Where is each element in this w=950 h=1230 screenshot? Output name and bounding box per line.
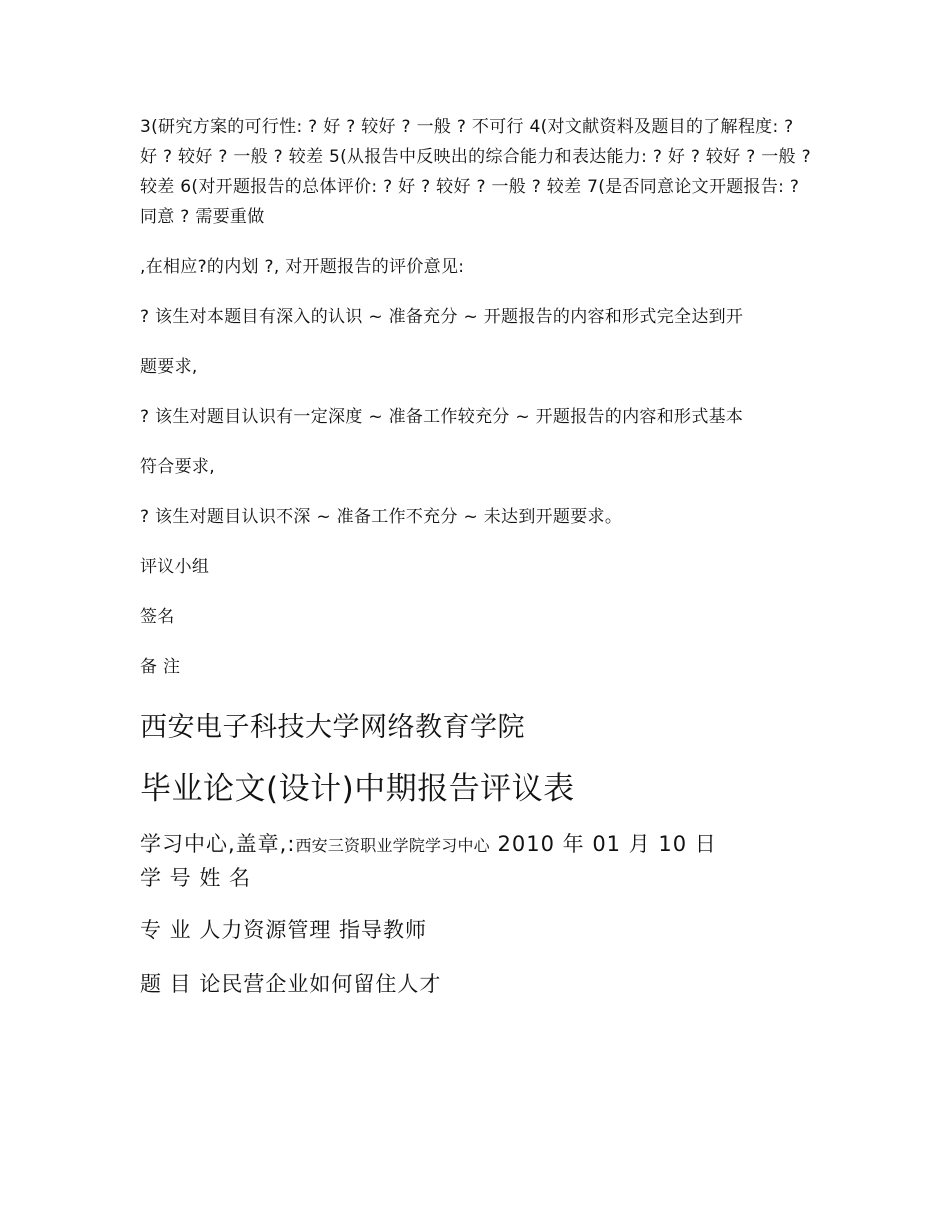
- evaluation-instruction: ,在相应?的内划 ?, 对开题报告的评价意见:: [140, 257, 465, 277]
- evaluation-option-2-continuation: 符合要求,: [140, 457, 215, 477]
- major-line: 专 业 人力资源管理 指导教师: [140, 918, 428, 942]
- evaluation-option-3: ? 该生对题目认识不深 ~ 准备工作不充分 ~ 未达到开题要求。: [140, 507, 623, 527]
- evaluation-option-1-continuation: 题要求,: [140, 357, 198, 377]
- topic-line: 题 目 论民营企业如何留住人才: [140, 972, 442, 996]
- form-title: 毕业论文(设计)中期报告评议表: [140, 771, 575, 807]
- institution-heading: 西安电子科技大学网络教育学院: [140, 712, 525, 743]
- student-id-name-line: 学 号 姓 名: [140, 866, 252, 890]
- study-center-label: 学习中心,盖章,:: [140, 832, 296, 856]
- remarks-label: 备 注: [140, 657, 181, 677]
- evaluation-option-1: ? 该生对本题目有深入的认识 ~ 准备充分 ~ 开题报告的内容和形式完全达到开: [140, 307, 744, 327]
- report-date: 2010 年 01 月 10 日: [497, 832, 717, 856]
- study-center-name: 西安三资职业学院学习中心: [295, 836, 490, 855]
- study-center-line: [140, 828, 812, 862]
- evaluation-option-2: ? 该生对题目认识有一定深度 ~ 准备工作较充分 ~ 开题报告的内容和形式基本: [140, 407, 744, 427]
- review-group-label: 评议小组: [140, 557, 210, 577]
- signature-label: 签名: [140, 607, 175, 627]
- document-page: [140, 112, 812, 1000]
- evaluation-criteria-paragraph: 3(研究方案的可行性: ? 好 ? 较好 ? 一般 ? 不可行 4(对文献资料及题目的了解程度: ? 好 ? 较好 ? 一般 ? 较差 5(从报告中反映出的综合能力和表达能力: ? 好 ? 较好 ? 一般 ? 较差 6(对开题报告的总体评价: ? 好 ? 较好 ? 一般 ? 较差 7(是否同意论文开题报告: ? 同意 ? 需要重做: [140, 117, 811, 227]
